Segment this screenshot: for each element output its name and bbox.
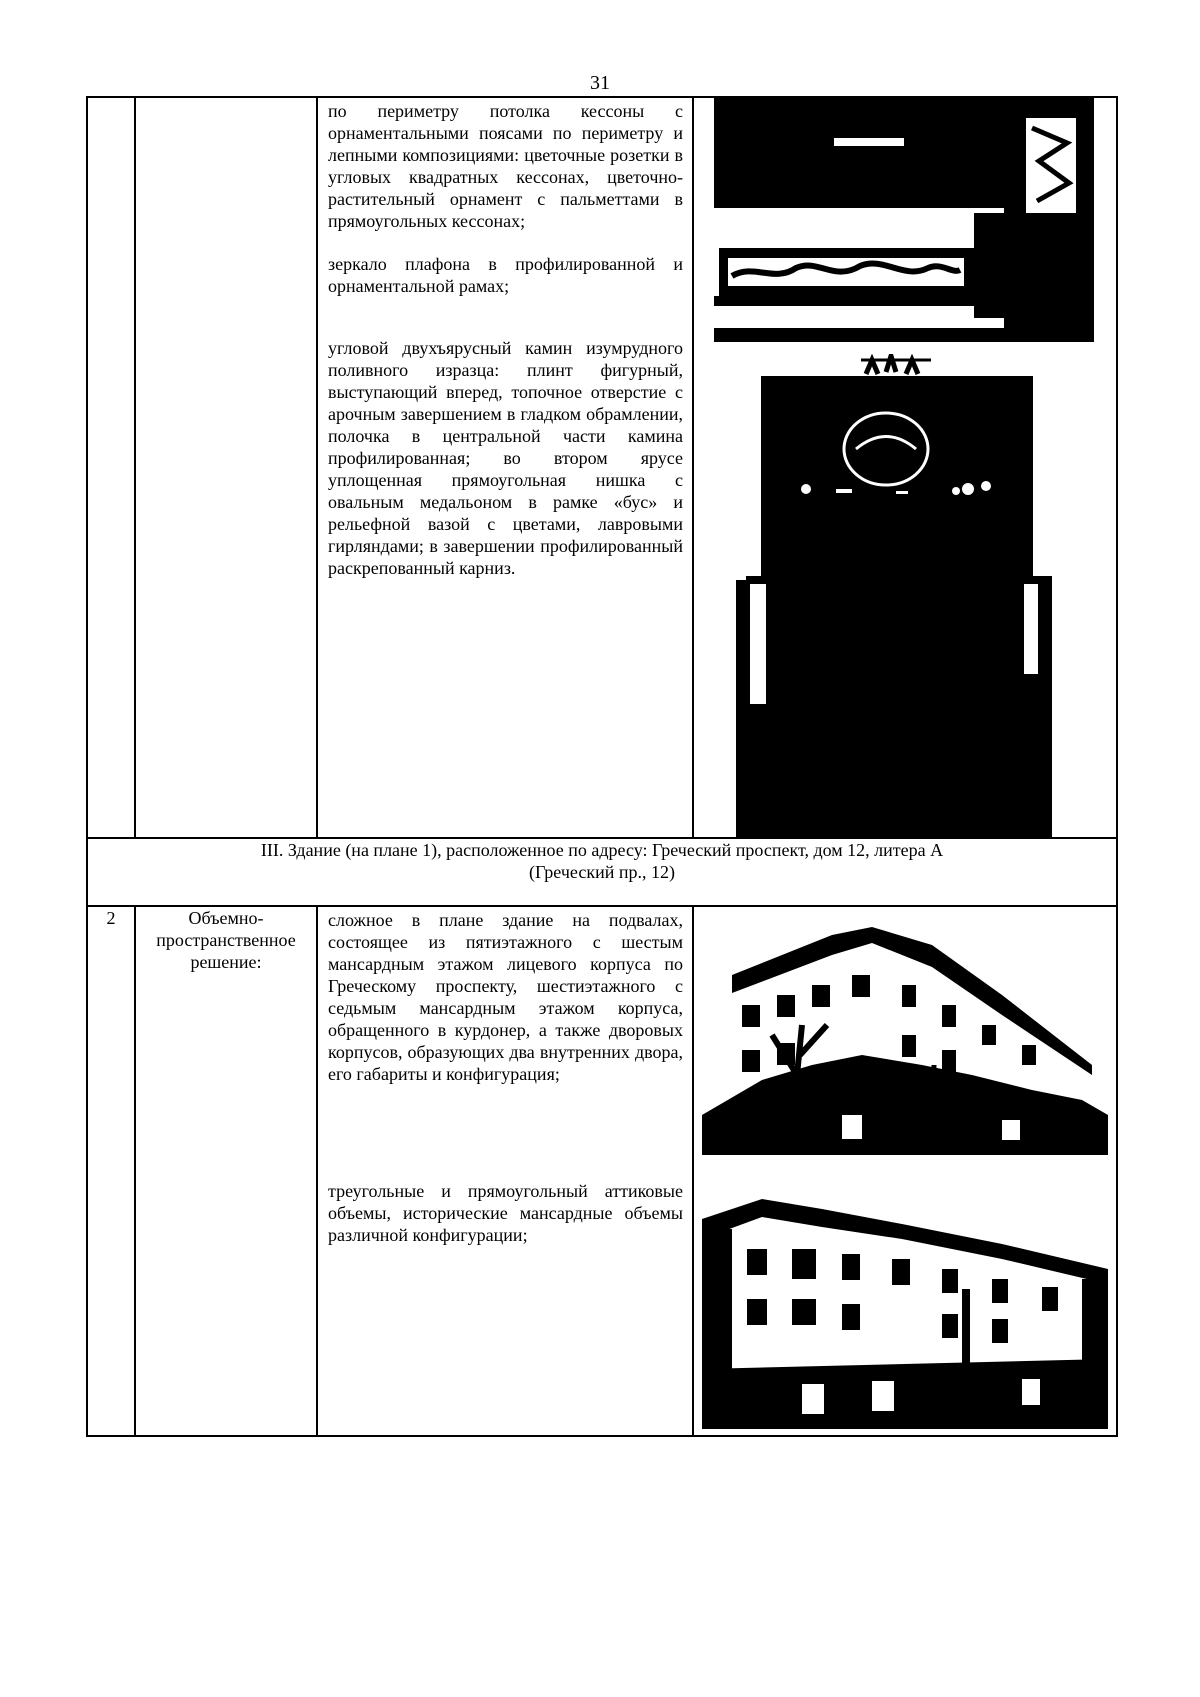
attic-volumes-text: треугольные и прямоугольный аттиковые объемы, исторические мансардные объемы различной конфигурации; (328, 1181, 683, 1245)
building-facade-photo (702, 1169, 1108, 1429)
section-header (87, 838, 1117, 906)
ceiling-coffers-text: по периметру потолка кессоны с орнаментальными поясами по периметру и лепными композициями: цветочные розетки в угловых квадратных кессонах, цветочно- растительный орнамент с пальметтами в прямоугольных кессонах; (328, 101, 683, 231)
number-cell (87, 97, 135, 838)
section-title-line2: (Греческий пр., 12) (529, 862, 675, 882)
ceiling-coffers-photo (714, 98, 1094, 342)
label-cell (135, 97, 317, 838)
row-label: Объемно-пространственное решение: (135, 906, 317, 1436)
building-volume-text: сложное в плане здание на подвалах, состоящее из пятиэтажного с шестым мансардным этажом лицевого корпуса по Греческому проспекту, шестиэтажного с седьмым мансардным этажом корпуса, обращенного в курдонер, а также дворовых корпусов, образующих два внутренних двора, его габариты и конфигурация; (328, 910, 683, 1084)
section-title-line1: III. Здание (на плане 1), расположенное по адресу: Греческий проспект, дом 12, литера А (260, 840, 944, 860)
building-corner-photo (702, 915, 1108, 1155)
photo-cell (693, 906, 1117, 1436)
section-header-row (87, 838, 1117, 906)
table-row-continuation (87, 97, 1117, 838)
description-cell (317, 97, 693, 838)
fireplace-text: угловой двухъярусный камин изумрудного поливного изразца: плинт фигурный, выступающий вперед, топочное отверстие с арочным завершением в гладком обрамлении, полочка в центральной части камина профилированная; во втором ярусе уплощенная прямоугольная нишка с овальным медальоном в рамке «бус» и рельефной вазой с цветами, лавровыми гирляндами; в завершении профилированный раскрепованный карниз. (328, 338, 683, 578)
corner-fireplace-photo (736, 354, 1052, 838)
row-number: 2 (87, 906, 135, 1436)
description-cell (317, 906, 693, 1436)
photo-cell (693, 97, 1117, 838)
plafond-text: зеркало плафона в профилированной и орнаментальной рамах; (328, 254, 683, 296)
page-number: 31 (590, 72, 610, 94)
table-row (87, 906, 1117, 1436)
monument-subject-table (86, 96, 1118, 1437)
